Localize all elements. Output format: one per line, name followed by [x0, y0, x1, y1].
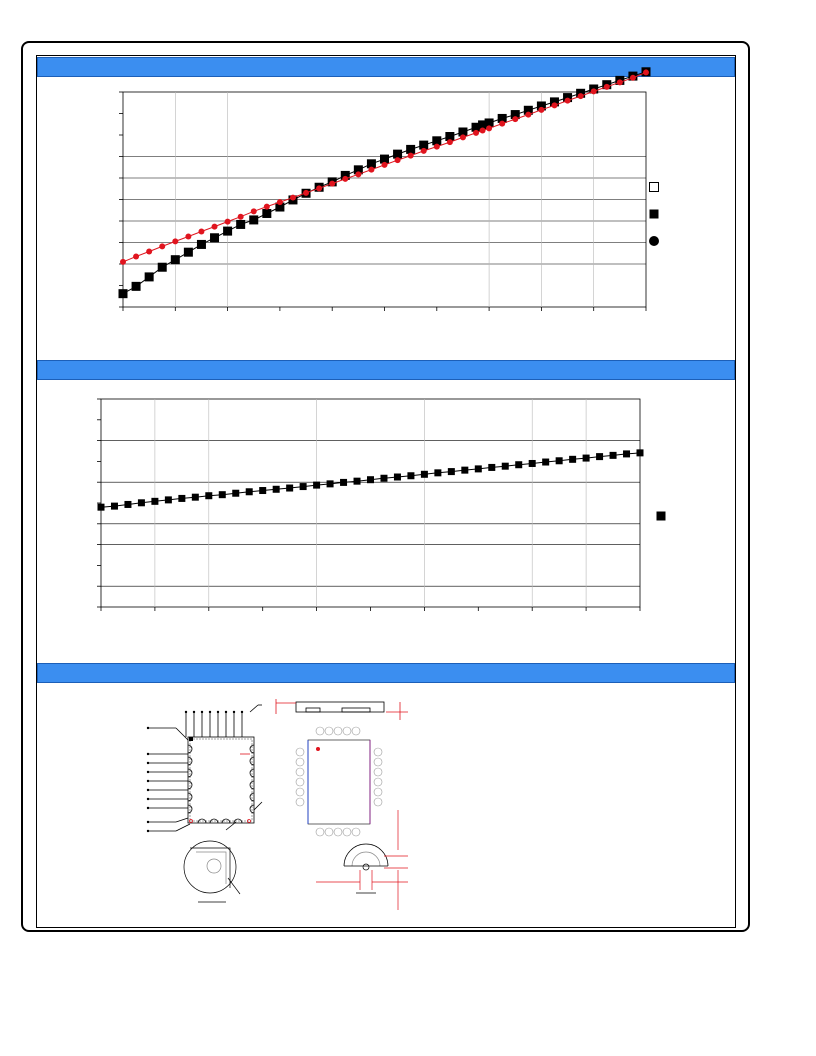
bottom-pads-top [316, 727, 360, 735]
bottom-pads-left [296, 748, 304, 806]
pin1-marker [189, 737, 193, 741]
top-pin-leads [186, 705, 262, 737]
bottom-view-package [296, 727, 382, 836]
bottom-pads-right [374, 748, 382, 806]
bottom-pads-bottom [316, 828, 360, 836]
pin-dots [147, 711, 243, 832]
bottom-pin1-dot [316, 747, 320, 751]
detail-view-b [316, 810, 408, 910]
detail-view-a [184, 841, 240, 902]
top-view-package [148, 705, 262, 831]
left-pin-leads [148, 728, 190, 831]
side-view-package [276, 699, 408, 720]
red-dimension-marks [190, 754, 251, 823]
